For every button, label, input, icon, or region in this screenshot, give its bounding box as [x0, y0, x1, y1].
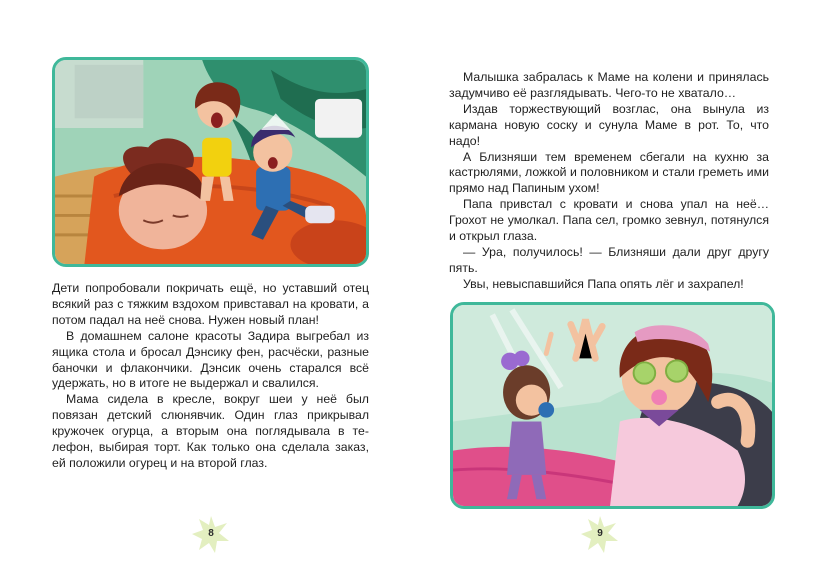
paragraph: Папа привстал с кровати и снова упал на неё… Грохот не умолкал. Папа сел, громко зевнул, потянулся и открыл глаза.: [449, 197, 769, 244]
page-number-badge: [191, 514, 231, 554]
page-number: 9: [597, 528, 603, 539]
right-page-text: [449, 70, 769, 293]
paragraph: — Ура, получилось! — Близняши дали друг другу пять.: [449, 244, 769, 275]
page-number-badge: [580, 514, 620, 554]
left-page-text: [52, 281, 369, 472]
illustration-father-sleeping: [52, 57, 369, 267]
page-number: 8: [208, 528, 214, 539]
paragraph: Увы, невыспавшийся Папа опять лёг и захрапел!: [463, 276, 744, 291]
paragraph: В домашнем салоне красоты Задира выгребал из ящика стола и бросал Дэнсику фен, расчёски, разные баночки и флакончики. Дэнсик очень старался всё удержать, но в итоге не выдержал и свалился.: [52, 328, 369, 391]
paragraph: Дети попробовали покричать ещё, но уставший отец всякий раз с тяжким вздохом привставал на кровати, а потом падал на неё снова. Нужен новый план!: [52, 281, 369, 327]
paragraph: А Близняши тем временем сбегали на кухню за кастрюлями, ложкой и половником и стали греметь ими прямо над Папиным ухом!: [449, 149, 769, 196]
illustration-baby-and-mother: [450, 302, 775, 509]
right-page: [410, 0, 820, 579]
paragraph: Издав торжествующий возглас, она вынула из кармана новую соску и сунула Маме в рот. То, что надо!: [449, 101, 769, 148]
paragraph: Малышка забралась к Маме на колени и принялась задумчиво её разглядывать. Чего-то не хватало…: [449, 70, 769, 100]
children-shouting-at-father-image: [55, 60, 366, 264]
baby-with-pacifier-image: [453, 305, 772, 506]
paragraph: Мама сидела в кресле, вокруг шеи у неё был повязан детский слюнявчик. Один глаз прикрывал кружочек огурца, а вторым она поглядывала в телефон, выбирая торт. Как только она сделала заказ, ей положили огурец и на второй глаз.: [52, 392, 369, 470]
